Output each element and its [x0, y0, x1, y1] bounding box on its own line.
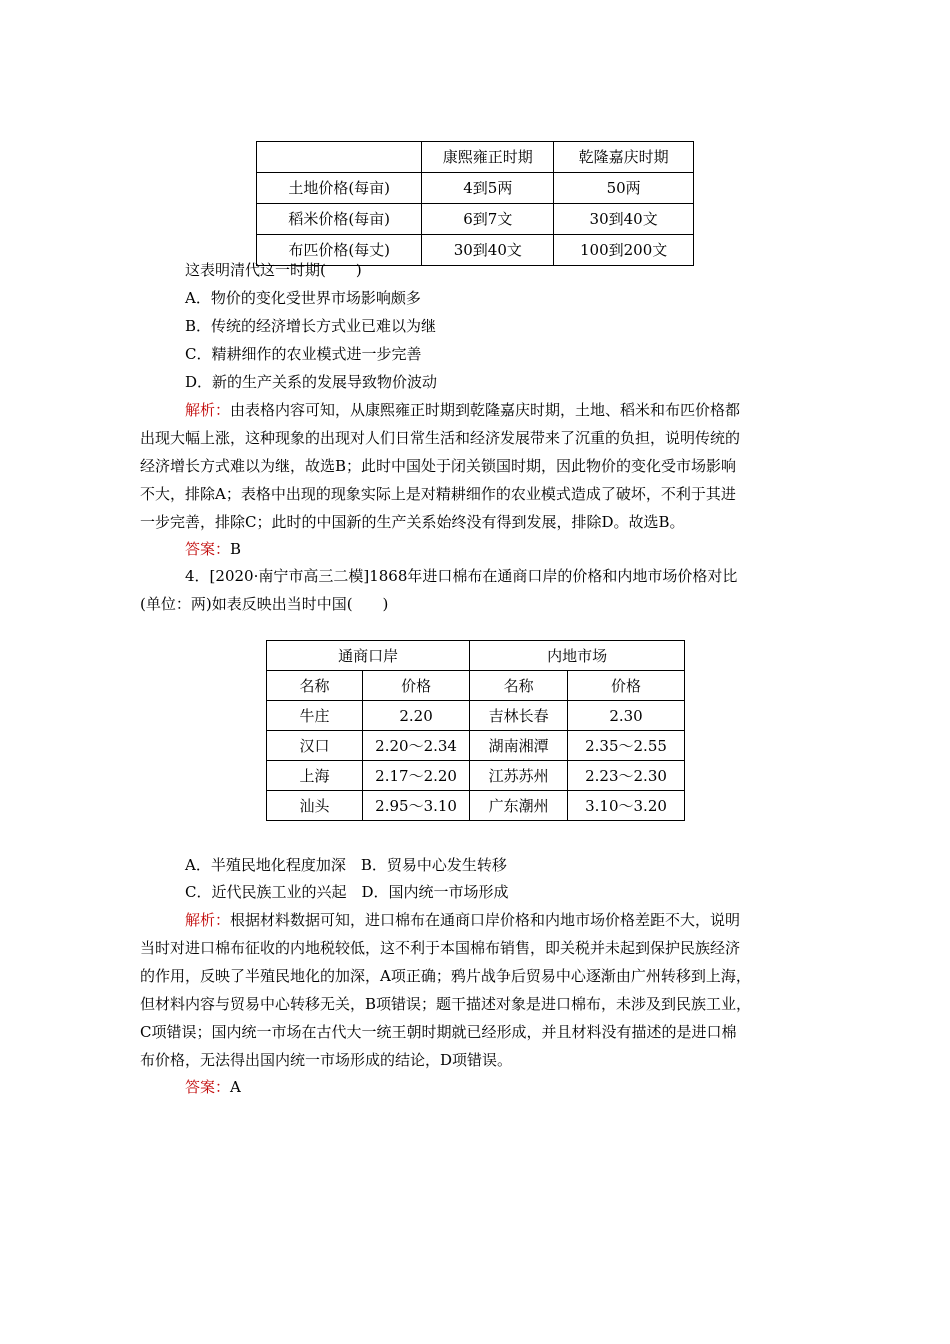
table-cell: 吉林长春	[470, 701, 568, 731]
answer-value: A	[230, 1078, 241, 1096]
option-d: D．新的生产关系的发展导致物价波动	[185, 373, 438, 391]
analysis-line: 经济增长方式难以为继，故选B；此时中国处于闭关锁国时期，因此物价的变化受市场影响	[140, 457, 737, 475]
analysis-line: 不大，排除A；表格中出现的现象实际上是对精耕细作的农业模式造成了破坏，不利于其进	[140, 485, 736, 503]
option-c: C．精耕细作的农业模式进一步完善	[185, 345, 422, 363]
table-cell: 2.30	[568, 701, 685, 731]
table-row	[267, 761, 685, 791]
table-cell: 2.20～2.34	[362, 731, 469, 761]
table-cell: 100到200文	[554, 235, 694, 266]
table-cell: 湖南湘潭	[470, 731, 568, 761]
table-cell: 4到5两	[422, 173, 554, 204]
question-stem: (单位：两)如表反映出当时中国( )	[140, 595, 389, 613]
answer-label: 答案：	[185, 1078, 231, 1096]
table-cell: 3.10～3.20	[568, 791, 685, 821]
analysis-label: 解析：	[185, 911, 231, 929]
price-table-qing	[256, 141, 694, 266]
table-group-header: 通商口岸	[267, 641, 470, 671]
analysis-line: 布价格，无法得出国内统一市场形成的结论，D项错误。	[140, 1051, 513, 1069]
table-header-row	[257, 142, 694, 173]
table-cell: 布匹价格(每丈)	[257, 235, 422, 266]
table-row	[257, 204, 694, 235]
option-b: B．传统的经济增长方式业已难以为继	[185, 317, 437, 335]
table-header-cell: 价格	[362, 671, 469, 701]
options-line: A．半殖民地化程度加深 B．贸易中心发生转移	[185, 856, 507, 874]
table-header-cell: 名称	[470, 671, 568, 701]
table-row	[267, 791, 685, 821]
table-header-cell: 价格	[568, 671, 685, 701]
analysis-line: 一步完善，排除C；此时的中国新的生产关系始终没有得到发展，排除D。故选B。	[140, 513, 685, 531]
table-cell: 稻米价格(每亩)	[257, 204, 422, 235]
analysis-paragraph	[185, 907, 865, 934]
table-group-row	[267, 641, 685, 671]
table-header-cell: 乾隆嘉庆时期	[554, 142, 694, 173]
analysis-label: 解析：	[185, 401, 231, 419]
table-cell: 2.20	[362, 701, 469, 731]
table-cell: 6到7文	[422, 204, 554, 235]
option-a: A．物价的变化受世界市场影响颇多	[185, 289, 421, 307]
question-stem: 4．[2020·南宁市高三二模]1868年进口棉布在通商口岸的价格和内地市场价格对比	[185, 567, 738, 585]
table-cell: 土地价格(每亩)	[257, 173, 422, 204]
analysis-line: 出现大幅上涨，这种现象的出现对人们日常生活和经济发展带来了沉重的负担，说明传统的	[140, 429, 741, 447]
analysis-paragraph	[185, 397, 865, 424]
analysis-line: 当时对进口棉布征收的内地税较低，这不利于本国棉布销售，即关税并未起到保护民族经济	[140, 939, 741, 957]
analysis-line: 根据材料数据可知，进口棉布在通商口岸价格和内地市场价格差距不大，说明	[230, 911, 741, 929]
table-cell: 牛庄	[267, 701, 363, 731]
table-cell: 广东潮州	[470, 791, 568, 821]
table-row	[267, 731, 685, 761]
options-line: C．近代民族工业的兴起 D．国内统一市场形成	[185, 883, 509, 901]
analysis-line: 但材料内容与贸易中心转移无关，B项错误；题干描述对象是进口棉布，未涉及到民族工业，	[140, 995, 752, 1013]
table-header-cell: 康熙雍正时期	[422, 142, 554, 173]
answer-value: B	[230, 540, 242, 558]
table-header-row	[267, 671, 685, 701]
table-cell: 上海	[267, 761, 363, 791]
analysis-line: 的作用，反映了半殖民地化的加深，A项正确；鸦片战争后贸易中心逐渐由广州转移到上海，	[140, 967, 751, 985]
analysis-line: C项错误；国内统一市场在古代大一统王朝时期就已经形成，并且材料没有描述的是进口棉	[140, 1023, 737, 1041]
answer-line	[185, 536, 865, 563]
cotton-price-table	[266, 640, 685, 821]
table-cell: 汕头	[267, 791, 363, 821]
table-cell: 汉口	[267, 731, 363, 761]
table-cell: 江苏苏州	[470, 761, 568, 791]
table-cell: 2.17～2.20	[362, 761, 469, 791]
table-cell: 2.23～2.30	[568, 761, 685, 791]
table-cell: 50两	[554, 173, 694, 204]
table-cell: 2.35～2.55	[568, 731, 685, 761]
table-header-cell	[257, 142, 422, 173]
table-cell: 30到40文	[422, 235, 554, 266]
analysis-line: 由表格内容可知，从康熙雍正时期到乾隆嘉庆时期，土地、稻米和布匹价格都	[230, 401, 741, 419]
table-cell: 30到40文	[554, 204, 694, 235]
table-header-cell: 名称	[267, 671, 363, 701]
table-group-header: 内地市场	[470, 641, 685, 671]
table-cell: 2.95～3.10	[362, 791, 469, 821]
table-row	[257, 173, 694, 204]
question-stem: 这表明清代这一时期( )	[185, 261, 362, 279]
table-row	[267, 701, 685, 731]
answer-line	[185, 1074, 865, 1101]
answer-label: 答案：	[185, 540, 231, 558]
